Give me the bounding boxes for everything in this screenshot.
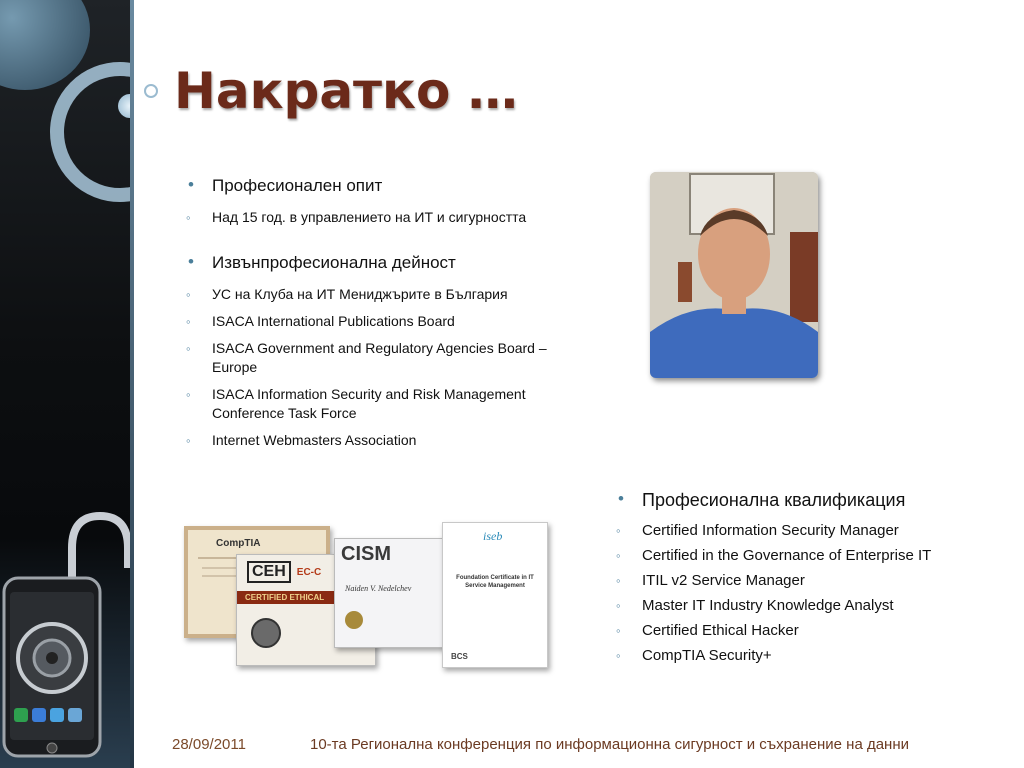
list-item: ◦ Internet Webmasters Association xyxy=(178,431,568,450)
bcs-logo: BCS xyxy=(451,652,468,661)
list-item: ◦ ITIL v2 Service Manager xyxy=(608,571,1024,590)
list-item: ◦ CompTIA Security+ xyxy=(608,646,1024,665)
slide-title: Накратко … xyxy=(174,62,518,120)
portrait-photo xyxy=(650,172,818,378)
section-extra-professional xyxy=(178,253,568,450)
bullet-heading: • Извънпрофесионална дейност xyxy=(178,253,568,273)
list-item: ◦ ISACA International Publications Board xyxy=(178,312,568,331)
ceh-certificate: CEH EC-C CERTIFIED ETHICAL xyxy=(236,554,376,666)
left-bullet-list xyxy=(178,176,568,450)
certificates-collage xyxy=(184,520,548,670)
cism-logo: CISM xyxy=(341,543,391,565)
phone-padlock-icon xyxy=(0,508,134,768)
list-item: ◦ Certified in the Governance of Enterprise IT xyxy=(608,546,1024,565)
section-professional-experience xyxy=(178,176,568,227)
right-bullet-list xyxy=(608,490,1024,665)
slide-content xyxy=(134,0,1024,768)
iseb-certificate-text: Foundation Certificate in IT Service Management xyxy=(456,575,534,589)
list-item: ◦ ISACA Information Security and Risk Management Conference Task Force xyxy=(178,385,568,423)
cism-holder-name: Naiden V. Nedelchev xyxy=(345,584,412,593)
footer-date: 28/09/2011 xyxy=(172,736,246,753)
footer-conference-title: 10-та Регионална конференция по информационна сигурност и съхранение на данни xyxy=(310,736,910,753)
title-bullet-icon xyxy=(144,84,158,98)
ceh-logo: CEH xyxy=(247,561,291,583)
iseb-logo: iseb xyxy=(483,529,503,543)
person-portrait-icon xyxy=(650,172,818,378)
decorative-sidebar xyxy=(0,0,134,768)
bullet-heading: • Професионална квалификация xyxy=(608,490,1024,511)
ring-decoration xyxy=(50,62,134,202)
list-item: ◦ ISACA Government and Regulatory Agencies Board – Europe xyxy=(178,339,568,377)
iseb-certificate xyxy=(442,522,548,668)
comptia-logo: CompTIA xyxy=(216,538,261,549)
list-item: ◦ Master IT Industry Knowledge Analyst xyxy=(608,596,1024,615)
ceh-banner: CERTIFIED ETHICAL xyxy=(237,591,375,604)
list-item: ◦ Над 15 год. в управлението на ИТ и сигурността xyxy=(178,208,568,227)
bullet-heading: • Професионален опит xyxy=(178,176,568,196)
list-item: ◦ УС на Клуба на ИТ Мениджърите в България xyxy=(178,285,568,304)
list-item: ◦ Certified Information Security Manager xyxy=(608,521,1024,540)
cism-certificate xyxy=(334,538,448,648)
list-item: ◦ Certified Ethical Hacker xyxy=(608,621,1024,640)
